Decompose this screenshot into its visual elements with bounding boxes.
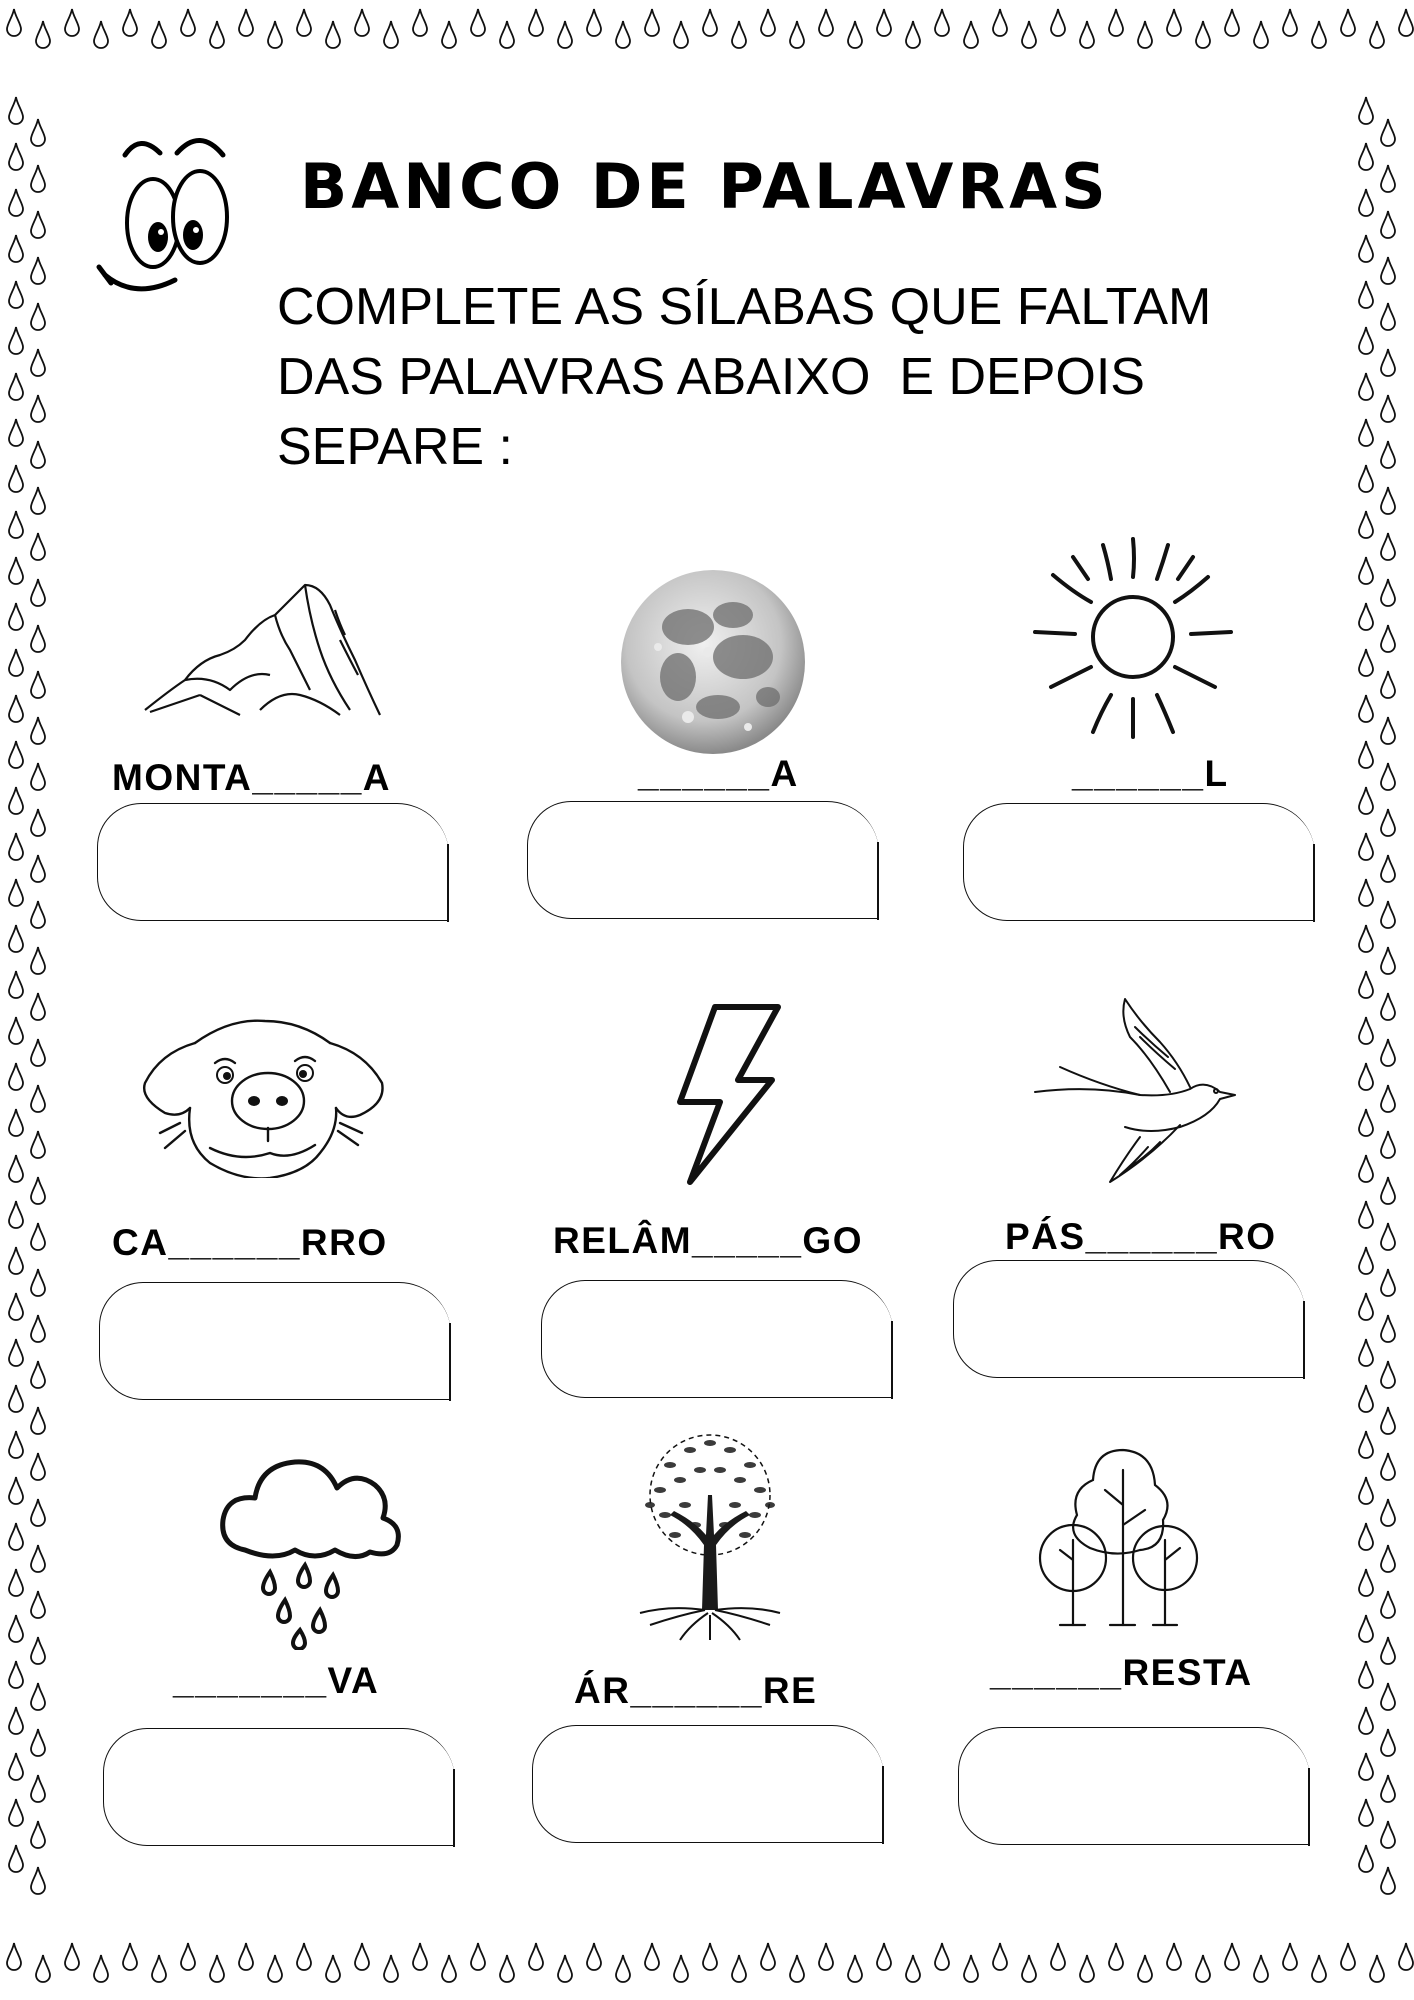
raindrop-icon (587, 1943, 601, 1970)
raindrop-icon (1341, 9, 1355, 36)
raindrop-icon (1359, 1661, 1373, 1688)
raindrop-icon (790, 21, 804, 48)
raindrop-icon (9, 1063, 23, 1090)
raindrop-icon (31, 1775, 45, 1802)
raindrop-icon (761, 9, 775, 36)
raindrop-icon (1381, 211, 1395, 238)
raindrop-icon (1359, 281, 1373, 308)
raindrop-icon (442, 1955, 456, 1982)
raindrop-icon (1381, 1361, 1395, 1388)
raindrop-icon (1138, 1955, 1152, 1982)
word-prompt: ÁR______RE (574, 1670, 818, 1711)
raindrop-icon (1359, 1109, 1373, 1136)
raindrop-icon (1359, 373, 1373, 400)
raindrop-icon (1225, 1943, 1239, 1970)
raindrop-icon (471, 9, 485, 36)
raindrop-icon (1359, 1845, 1373, 1872)
instruction-line: SEPARE : (277, 418, 514, 476)
raindrop-icon (703, 9, 717, 36)
raindrop-icon (36, 21, 50, 48)
raindrop-icon (297, 9, 311, 36)
raindrop-icon (152, 1955, 166, 1982)
raindrop-icon (9, 465, 23, 492)
raindrop-icon (239, 1943, 253, 1970)
raindrop-icon (1381, 1729, 1395, 1756)
raindrop-icon (1359, 1293, 1373, 1320)
raindrop-icon (1359, 1201, 1373, 1228)
raindrop-icon (1359, 465, 1373, 492)
raindrop-icon (1381, 947, 1395, 974)
raindrop-icon (645, 1943, 659, 1970)
raindrop-icon (616, 21, 630, 48)
raindrop-icon (9, 787, 23, 814)
dog-icon (140, 1013, 390, 1178)
raindrop-icon (1381, 855, 1395, 882)
raindrop-icon (1022, 1955, 1036, 1982)
raindrop-icon (31, 257, 45, 284)
raindrop-icon (1381, 1269, 1395, 1296)
raindrop-icon (1359, 1477, 1373, 1504)
raindrop-icon (1359, 97, 1373, 124)
raindrop-icon (1381, 625, 1395, 652)
moon-icon (618, 567, 808, 757)
raindrop-icon (1359, 1385, 1373, 1412)
raindrop-icon (9, 97, 23, 124)
raindrop-icon (326, 1955, 340, 1982)
word-prompt: ______A (638, 753, 799, 794)
rain-cloud-icon (215, 1450, 405, 1650)
raindrop-icon (31, 1269, 45, 1296)
raindrop-icon (1359, 189, 1373, 216)
word-prompt: CA______RRO (112, 1222, 388, 1263)
raindrop-icon (1381, 349, 1395, 376)
raindrop-icon (935, 1943, 949, 1970)
raindrop-icon (31, 1177, 45, 1204)
raindrop-icon (1381, 1039, 1395, 1066)
raindrop-icon (1381, 1315, 1395, 1342)
raindrop-icon (935, 9, 949, 36)
raindrop-icon (1359, 1799, 1373, 1826)
raindrop-icon (1359, 925, 1373, 952)
raindrop-icon (31, 671, 45, 698)
raindrop-icon (1399, 1943, 1413, 1970)
raindrop-icon (7, 1943, 21, 1970)
raindrop-icon (123, 9, 137, 36)
raindrop-icon (1381, 1407, 1395, 1434)
raindrop-icon (210, 21, 224, 48)
raindrop-icon (9, 1615, 23, 1642)
raindrop-icon (1022, 21, 1036, 48)
raindrop-icon (1359, 557, 1373, 584)
raindrop-icon (1381, 395, 1395, 422)
raindrop-icon (9, 419, 23, 446)
raindrop-icon (1381, 763, 1395, 790)
raindrop-icon (31, 1545, 45, 1572)
answer-box[interactable] (958, 1727, 1310, 1845)
raindrop-icon (31, 1591, 45, 1618)
raindrop-icon (31, 1315, 45, 1342)
raindrop-icon (587, 9, 601, 36)
raindrop-icon (1381, 1867, 1395, 1894)
raindrop-icon (31, 1867, 45, 1894)
word-prompt: ______L (1072, 753, 1229, 794)
raindrop-icon (9, 189, 23, 216)
raindrop-icon (31, 165, 45, 192)
raindrop-icon (790, 1955, 804, 1982)
raindrop-icon (123, 1943, 137, 1970)
raindrop-icon (1196, 1955, 1210, 1982)
raindrop-icon (31, 533, 45, 560)
raindrop-icon (1359, 1707, 1373, 1734)
raindrop-icon (31, 855, 45, 882)
raindrop-icon (1381, 993, 1395, 1020)
raindrop-icon (529, 9, 543, 36)
raindrop-icon (674, 21, 688, 48)
raindrop-icon (471, 1943, 485, 1970)
raindrop-icon (1381, 1775, 1395, 1802)
raindrop-icon (1312, 1955, 1326, 1982)
raindrop-icon (31, 349, 45, 376)
raindrop-icon (1359, 1523, 1373, 1550)
raindrop-icon (9, 1385, 23, 1412)
raindrop-icon (1381, 1545, 1395, 1572)
raindrop-icon (31, 1223, 45, 1250)
raindrop-icon (9, 741, 23, 768)
raindrop-icon (413, 1943, 427, 1970)
raindrop-icon (152, 21, 166, 48)
raindrop-icon (31, 993, 45, 1020)
raindrop-icon (1051, 9, 1065, 36)
answer-box[interactable] (527, 801, 879, 919)
raindrop-icon (31, 487, 45, 514)
raindrop-icon (1167, 9, 1181, 36)
raindrop-icon (268, 21, 282, 48)
raindrop-icon (9, 879, 23, 906)
raindrop-icon (1381, 1499, 1395, 1526)
raindrop-icon (239, 9, 253, 36)
raindrop-icon (65, 9, 79, 36)
raindrop-icon (210, 1955, 224, 1982)
raindrop-icon (1359, 971, 1373, 998)
answer-box[interactable] (963, 803, 1315, 921)
raindrop-icon (31, 119, 45, 146)
raindrop-icon (9, 1753, 23, 1780)
raindrop-icon (31, 1085, 45, 1112)
raindrop-icon (31, 1499, 45, 1526)
raindrop-icon (1399, 9, 1413, 36)
raindrop-icon (31, 625, 45, 652)
page-title: BANCO DE PALAVRAS (300, 150, 1110, 223)
raindrop-icon (500, 21, 514, 48)
raindrop-icon (1359, 327, 1373, 354)
raindrop-icon (1051, 1943, 1065, 1970)
raindrop-icon (1359, 143, 1373, 170)
raindrop-icon (1283, 9, 1297, 36)
sun-icon (1033, 537, 1233, 742)
raindrop-icon (9, 925, 23, 952)
raindrop-icon (31, 947, 45, 974)
raindrop-icon (964, 21, 978, 48)
word-prompt: _______VA (173, 1660, 380, 1701)
answer-box[interactable] (103, 1728, 455, 1846)
raindrop-icon (1359, 1155, 1373, 1182)
raindrop-icon (1381, 487, 1395, 514)
raindrop-icon (31, 809, 45, 836)
raindrop-icon (9, 557, 23, 584)
raindrop-icon (31, 1039, 45, 1066)
raindrop-icon (31, 1637, 45, 1664)
raindrop-icon (1341, 1943, 1355, 1970)
word-prompt: PÁS______RO (1005, 1216, 1277, 1257)
raindrop-icon (1196, 21, 1210, 48)
answer-box[interactable] (97, 803, 449, 921)
raindrop-icon (181, 1943, 195, 1970)
raindrop-icon (297, 1943, 311, 1970)
raindrop-icon (1381, 533, 1395, 560)
raindrop-icon (9, 1477, 23, 1504)
raindrop-icon (1359, 787, 1373, 814)
raindrop-icon (1381, 809, 1395, 836)
raindrop-icon (1381, 303, 1395, 330)
raindrop-icon (1381, 1131, 1395, 1158)
raindrop-icon (9, 603, 23, 630)
raindrop-icon (1359, 695, 1373, 722)
answer-box[interactable] (541, 1280, 893, 1398)
raindrop-icon (9, 1799, 23, 1826)
raindrop-icon (1359, 235, 1373, 262)
raindrop-icon (9, 1109, 23, 1136)
raindrop-icon (9, 1155, 23, 1182)
raindrop-icon (31, 1407, 45, 1434)
raindrop-icon (1080, 1955, 1094, 1982)
raindrop-icon (1359, 1615, 1373, 1642)
raindrop-icon (993, 9, 1007, 36)
raindrop-icon (1109, 9, 1123, 36)
tree-icon (610, 1425, 810, 1645)
raindrop-icon (9, 1017, 23, 1044)
smiley-face-icon (85, 125, 255, 305)
raindrop-icon (31, 1729, 45, 1756)
raindrop-icon (732, 1955, 746, 1982)
raindrop-icon (848, 1955, 862, 1982)
raindrop-icon (1138, 21, 1152, 48)
raindrop-icon (9, 971, 23, 998)
raindrop-icon (1359, 879, 1373, 906)
raindrop-icon (1359, 1017, 1373, 1044)
lightning-icon (660, 1002, 785, 1187)
raindrop-icon (9, 1293, 23, 1320)
raindrop-icon (31, 763, 45, 790)
raindrop-icon (9, 1661, 23, 1688)
raindrop-icon (1381, 1683, 1395, 1710)
raindrop-icon (1381, 717, 1395, 744)
raindrop-icon (1254, 21, 1268, 48)
raindrop-icon (31, 1361, 45, 1388)
raindrop-icon (1359, 1063, 1373, 1090)
raindrop-icon (964, 1955, 978, 1982)
raindrop-icon (1359, 1247, 1373, 1274)
raindrop-icon (1359, 1569, 1373, 1596)
raindrop-icon (94, 1955, 108, 1982)
raindrop-icon (848, 21, 862, 48)
raindrop-icon (1312, 21, 1326, 48)
raindrop-icon (9, 235, 23, 262)
raindrop-icon (645, 9, 659, 36)
raindrop-icon (31, 211, 45, 238)
raindrop-icon (906, 1955, 920, 1982)
raindrop-icon (31, 1131, 45, 1158)
raindrop-icon (442, 21, 456, 48)
raindrop-icon (384, 1955, 398, 1982)
raindrop-icon (1359, 833, 1373, 860)
raindrop-icon (31, 1821, 45, 1848)
raindrop-icon (1359, 1431, 1373, 1458)
raindrop-icon (993, 1943, 1007, 1970)
raindrop-icon (1381, 901, 1395, 928)
raindrop-icon (9, 281, 23, 308)
raindrop-icon (9, 833, 23, 860)
raindrop-icon (1080, 21, 1094, 48)
raindrop-icon (1381, 1637, 1395, 1664)
raindrop-icon (9, 1339, 23, 1366)
raindrop-icon (413, 9, 427, 36)
raindrop-icon (1381, 579, 1395, 606)
raindrop-icon (31, 1683, 45, 1710)
raindrop-icon (9, 649, 23, 676)
raindrop-icon (500, 1955, 514, 1982)
raindrop-icon (31, 717, 45, 744)
raindrop-icon (1381, 1085, 1395, 1112)
raindrop-icon (1370, 1955, 1384, 1982)
raindrop-icon (877, 1943, 891, 1970)
raindrop-icon (9, 695, 23, 722)
raindrop-icon (9, 1523, 23, 1550)
instructions (277, 272, 1337, 482)
raindrop-icon (268, 1955, 282, 1982)
raindrop-icon (94, 21, 108, 48)
raindrop-icon (1381, 1591, 1395, 1618)
forest-icon (1035, 1440, 1205, 1630)
raindrop-icon (1381, 119, 1395, 146)
raindrop-icon (877, 9, 891, 36)
raindrop-icon (558, 1955, 572, 1982)
raindrop-icon (9, 373, 23, 400)
raindrop-icon (9, 143, 23, 170)
raindrop-icon (384, 21, 398, 48)
raindrop-icon (31, 579, 45, 606)
answer-box[interactable] (99, 1282, 451, 1400)
raindrop-icon (819, 1943, 833, 1970)
raindrop-icon (65, 1943, 79, 1970)
raindrop-icon (326, 21, 340, 48)
raindrop-icon (1254, 1955, 1268, 1982)
bird-icon (1030, 997, 1250, 1192)
raindrop-icon (31, 395, 45, 422)
raindrop-icon (1167, 1943, 1181, 1970)
word-prompt: RELÂM_____GO (553, 1220, 863, 1261)
raindrop-icon (674, 1955, 688, 1982)
instruction-line: DAS PALAVRAS ABAIXO E DEPOIS (277, 348, 1145, 406)
raindrop-icon (1370, 21, 1384, 48)
raindrop-icon (31, 441, 45, 468)
raindrop-icon (1381, 441, 1395, 468)
raindrop-icon (1381, 1821, 1395, 1848)
raindrop-icon (906, 21, 920, 48)
raindrop-icon (355, 1943, 369, 1970)
instruction-line: COMPLETE AS SÍLABAS QUE FALTAM (277, 278, 1212, 336)
raindrop-icon (1359, 649, 1373, 676)
raindrop-icon (181, 9, 195, 36)
raindrop-icon (1359, 419, 1373, 446)
raindrop-icon (36, 1955, 50, 1982)
raindrop-icon (616, 1955, 630, 1982)
raindrop-icon (1225, 9, 1239, 36)
raindrop-icon (31, 303, 45, 330)
raindrop-icon (558, 21, 572, 48)
raindrop-icon (1381, 257, 1395, 284)
answer-box[interactable] (532, 1725, 884, 1843)
raindrop-icon (1359, 511, 1373, 538)
word-prompt: ______RESTA (990, 1652, 1253, 1693)
raindrop-icon (9, 1707, 23, 1734)
raindrop-icon (529, 1943, 543, 1970)
word-prompt: MONTA_____A (112, 757, 392, 798)
raindrop-icon (9, 1201, 23, 1228)
raindrop-icon (1381, 1453, 1395, 1480)
raindrop-icon (9, 1431, 23, 1458)
mountain-icon (140, 580, 385, 730)
raindrop-icon (761, 1943, 775, 1970)
raindrop-icon (732, 21, 746, 48)
raindrop-icon (1359, 741, 1373, 768)
raindrop-icon (1359, 603, 1373, 630)
raindrop-icon (1109, 1943, 1123, 1970)
raindrop-icon (9, 327, 23, 354)
raindrop-icon (9, 511, 23, 538)
raindrop-icon (355, 9, 369, 36)
raindrop-icon (1381, 1223, 1395, 1250)
raindrop-icon (1283, 1943, 1297, 1970)
raindrop-icon (1381, 671, 1395, 698)
raindrop-icon (1381, 1177, 1395, 1204)
raindrop-icon (9, 1247, 23, 1274)
answer-box[interactable] (953, 1260, 1305, 1378)
raindrop-icon (1359, 1753, 1373, 1780)
raindrop-icon (703, 1943, 717, 1970)
raindrop-icon (9, 1845, 23, 1872)
raindrop-icon (7, 9, 21, 36)
raindrop-icon (819, 9, 833, 36)
raindrop-icon (1359, 1339, 1373, 1366)
raindrop-icon (9, 1569, 23, 1596)
raindrop-icon (31, 901, 45, 928)
raindrop-icon (1381, 165, 1395, 192)
raindrop-icon (31, 1453, 45, 1480)
